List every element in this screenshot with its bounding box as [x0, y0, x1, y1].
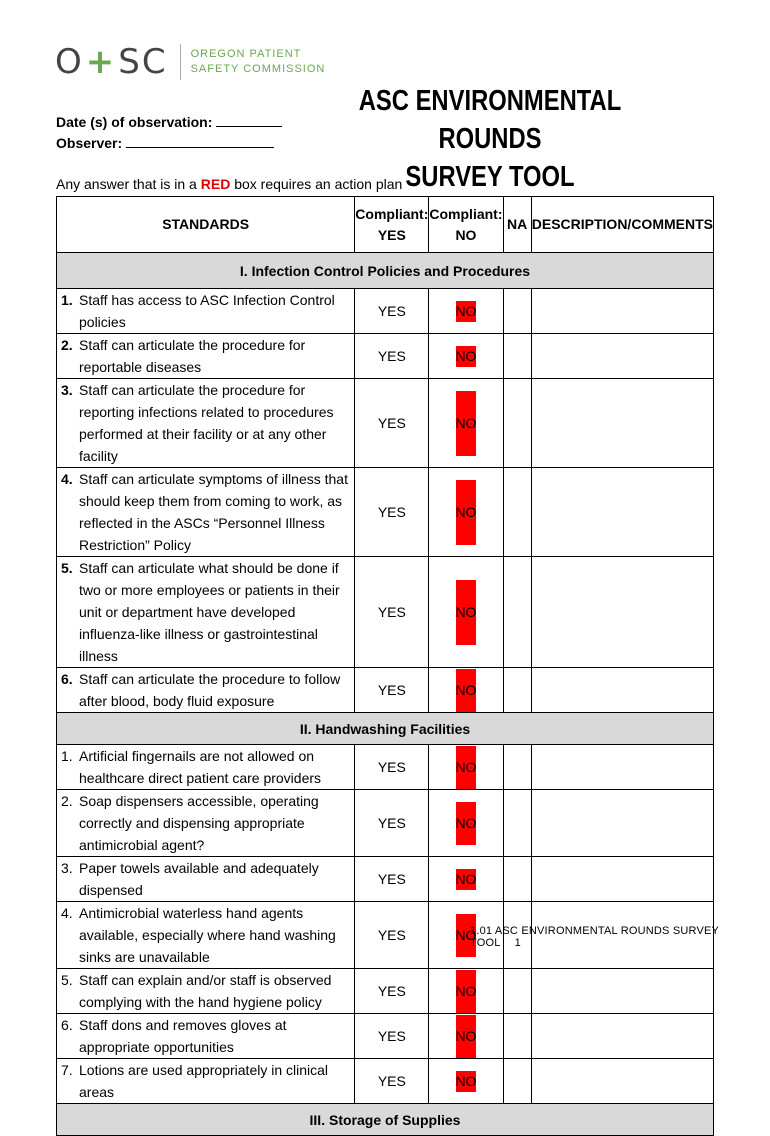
- item-number: 6.: [61, 671, 73, 687]
- description-cell[interactable]: [531, 557, 713, 668]
- standard-cell: [57, 289, 355, 334]
- red-no-box[interactable]: NO: [456, 391, 476, 456]
- red-no-box[interactable]: NO: [456, 480, 476, 545]
- header-description: DESCRIPTION/COMMENTS: [531, 197, 713, 253]
- logo-mark: O + SC: [55, 42, 168, 82]
- compliant-no-cell[interactable]: [429, 557, 503, 668]
- item-number: 1.: [61, 748, 73, 764]
- item-text: Staff can articulate the procedure for reporting infections related to procedures performed at their facility or at any other facility: [79, 382, 334, 464]
- standard-cell: [57, 379, 355, 468]
- logo-text: OREGON PATIENT SAFETY COMMISSION: [190, 48, 326, 75]
- description-cell[interactable]: [531, 289, 713, 334]
- section-header: [57, 1104, 714, 1136]
- compliant-yes-cell[interactable]: YES: [355, 745, 429, 790]
- observation-meta: [56, 112, 282, 154]
- description-cell[interactable]: [531, 857, 713, 902]
- compliant-yes-cell[interactable]: YES: [355, 468, 429, 557]
- na-cell[interactable]: [503, 1059, 531, 1104]
- red-no-box[interactable]: NO: [456, 301, 476, 322]
- item-text: Staff can articulate the procedure to follow after blood, body fluid exposure: [79, 671, 341, 709]
- item-text: Staff has access to ASC Infection Control policies: [79, 292, 335, 330]
- header-na: NA: [503, 197, 531, 253]
- opsc-logo: [55, 42, 325, 82]
- table-row: [57, 289, 714, 334]
- red-no-box[interactable]: NO: [456, 1071, 476, 1092]
- na-cell[interactable]: [503, 969, 531, 1014]
- item-number: 4.: [61, 905, 73, 921]
- compliant-no-cell[interactable]: [429, 790, 503, 857]
- na-cell[interactable]: [503, 1014, 531, 1059]
- standard-cell: [57, 334, 355, 379]
- compliant-no-cell[interactable]: [429, 379, 503, 468]
- item-text: Lotions are used appropriately in clinical areas: [79, 1062, 329, 1100]
- compliant-no-cell[interactable]: [429, 668, 503, 713]
- table-row: [57, 745, 714, 790]
- description-cell[interactable]: [531, 379, 713, 468]
- compliant-yes-cell[interactable]: YES: [355, 379, 429, 468]
- standard-cell: [57, 557, 355, 668]
- red-no-box[interactable]: NO: [456, 970, 476, 1013]
- item-number: 5.: [61, 972, 73, 988]
- description-cell[interactable]: [531, 468, 713, 557]
- compliant-no-cell[interactable]: [429, 1014, 503, 1059]
- item-text: Staff can articulate what should be done if two or more employees or patients in their unit or department have developed influenza-like illness or gastrointestinal illness: [79, 560, 340, 664]
- compliant-yes-cell[interactable]: YES: [355, 857, 429, 902]
- red-no-box[interactable]: NO: [456, 580, 476, 645]
- item-number: 1.: [61, 292, 73, 308]
- red-no-box[interactable]: NO: [456, 669, 476, 712]
- standard-cell: [57, 668, 355, 713]
- standard-cell: [57, 1059, 355, 1104]
- compliant-no-cell[interactable]: [429, 468, 503, 557]
- table-row: [57, 668, 714, 713]
- section-header: [57, 713, 714, 745]
- red-no-box[interactable]: NO: [456, 869, 476, 890]
- standard-cell: [57, 790, 355, 857]
- na-cell[interactable]: [503, 790, 531, 857]
- description-cell[interactable]: [531, 668, 713, 713]
- logo-divider: [180, 44, 181, 80]
- item-number: 4.: [61, 471, 73, 487]
- instruction-text: Any answer that is in a RED box requires an action plan: [56, 176, 403, 192]
- red-no-box[interactable]: NO: [456, 346, 476, 367]
- standard-cell: [57, 902, 355, 969]
- item-number: 5.: [61, 560, 73, 576]
- description-cell[interactable]: [531, 1014, 713, 1059]
- standard-cell: [57, 969, 355, 1014]
- compliant-yes-cell[interactable]: YES: [355, 1059, 429, 1104]
- compliant-yes-cell[interactable]: YES: [355, 790, 429, 857]
- na-cell[interactable]: [503, 289, 531, 334]
- survey-table: [56, 196, 714, 1136]
- table-row: [57, 857, 714, 902]
- table-row: [57, 969, 714, 1014]
- item-text: Staff can articulate the procedure for reportable diseases: [79, 337, 306, 375]
- survey-body: [57, 253, 714, 1136]
- header-standards: STANDARDS: [57, 197, 355, 253]
- table-row: [57, 379, 714, 468]
- compliant-yes-cell[interactable]: YES: [355, 557, 429, 668]
- compliant-no-cell[interactable]: [429, 289, 503, 334]
- na-cell[interactable]: [503, 379, 531, 468]
- item-number: 3.: [61, 860, 73, 876]
- item-text: Artificial fingernails are not allowed on healthcare direct patient care providers: [79, 748, 322, 786]
- compliant-yes-cell[interactable]: YES: [355, 289, 429, 334]
- na-cell[interactable]: [503, 857, 531, 902]
- red-no-box[interactable]: NO: [456, 1015, 476, 1058]
- description-cell[interactable]: [531, 745, 713, 790]
- compliant-yes-cell[interactable]: YES: [355, 334, 429, 379]
- na-cell[interactable]: [503, 468, 531, 557]
- compliant-yes-cell[interactable]: YES: [355, 902, 429, 969]
- page-footer: 1.01 ASC ENVIRONMENTAL ROUNDS SURVEY TOOL 1: [470, 925, 719, 949]
- section-title: III. Storage of Supplies: [57, 1104, 714, 1136]
- compliant-no-cell[interactable]: [429, 745, 503, 790]
- item-number: 7.: [61, 1062, 73, 1078]
- compliant-no-cell[interactable]: [429, 334, 503, 379]
- compliant-no-cell[interactable]: [429, 969, 503, 1014]
- compliant-no-cell[interactable]: [429, 1059, 503, 1104]
- standard-cell: [57, 857, 355, 902]
- compliant-no-cell[interactable]: [429, 857, 503, 902]
- date-field[interactable]: Date (s) of observation:: [56, 112, 282, 133]
- item-text: Staff can articulate symptoms of illness that should keep them from coming to work, as reflected in the ASCs “Personnel Illness Restriction” Policy: [79, 471, 348, 553]
- red-no-box[interactable]: NO: [456, 914, 476, 957]
- standard-cell: [57, 745, 355, 790]
- standard-cell: [57, 468, 355, 557]
- observer-field[interactable]: Observer:: [56, 133, 282, 154]
- item-number: 3.: [61, 382, 73, 398]
- na-cell[interactable]: [503, 557, 531, 668]
- na-cell[interactable]: [503, 745, 531, 790]
- compliant-yes-cell[interactable]: YES: [355, 969, 429, 1014]
- item-text: Staff can explain and/or staff is observed complying with the hand hygiene policy: [79, 972, 332, 1010]
- table-row: [57, 334, 714, 379]
- section-title: II. Handwashing Facilities: [57, 713, 714, 745]
- description-cell[interactable]: [531, 790, 713, 857]
- item-text: Antimicrobial waterless hand agents available, especially where hand washing sinks are unavailable: [79, 905, 336, 965]
- red-no-box[interactable]: NO: [456, 746, 476, 789]
- section-title: I. Infection Control Policies and Procedures: [57, 253, 714, 289]
- description-cell[interactable]: [531, 1059, 713, 1104]
- table-row: [57, 468, 714, 557]
- table-row: [57, 790, 714, 857]
- header-compliant-yes: Compliant: YES: [355, 197, 429, 253]
- description-cell[interactable]: [531, 334, 713, 379]
- item-number: 2.: [61, 793, 73, 809]
- table-row: [57, 557, 714, 668]
- description-cell[interactable]: [531, 969, 713, 1014]
- item-number: 6.: [61, 1017, 73, 1033]
- document-title: ASC ENVIRONMENTAL ROUNDS SURVEY TOOL: [358, 85, 622, 193]
- item-number: 2.: [61, 337, 73, 353]
- compliant-yes-cell[interactable]: YES: [355, 1014, 429, 1059]
- table-header-row: [57, 197, 714, 253]
- na-cell[interactable]: [503, 668, 531, 713]
- item-text: Soap dispensers accessible, operating correctly and dispensing appropriate antimicrobial agent?: [79, 793, 319, 853]
- standard-cell: [57, 1014, 355, 1059]
- table-row: [57, 1014, 714, 1059]
- item-text: Paper towels available and adequately dispensed: [79, 860, 319, 898]
- header-compliant-no: Compliant: NO: [429, 197, 503, 253]
- red-no-box[interactable]: NO: [456, 802, 476, 845]
- section-header: [57, 253, 714, 289]
- na-cell[interactable]: [503, 334, 531, 379]
- table-row: [57, 1059, 714, 1104]
- item-text: Staff dons and removes gloves at appropriate opportunities: [79, 1017, 287, 1055]
- compliant-yes-cell[interactable]: YES: [355, 668, 429, 713]
